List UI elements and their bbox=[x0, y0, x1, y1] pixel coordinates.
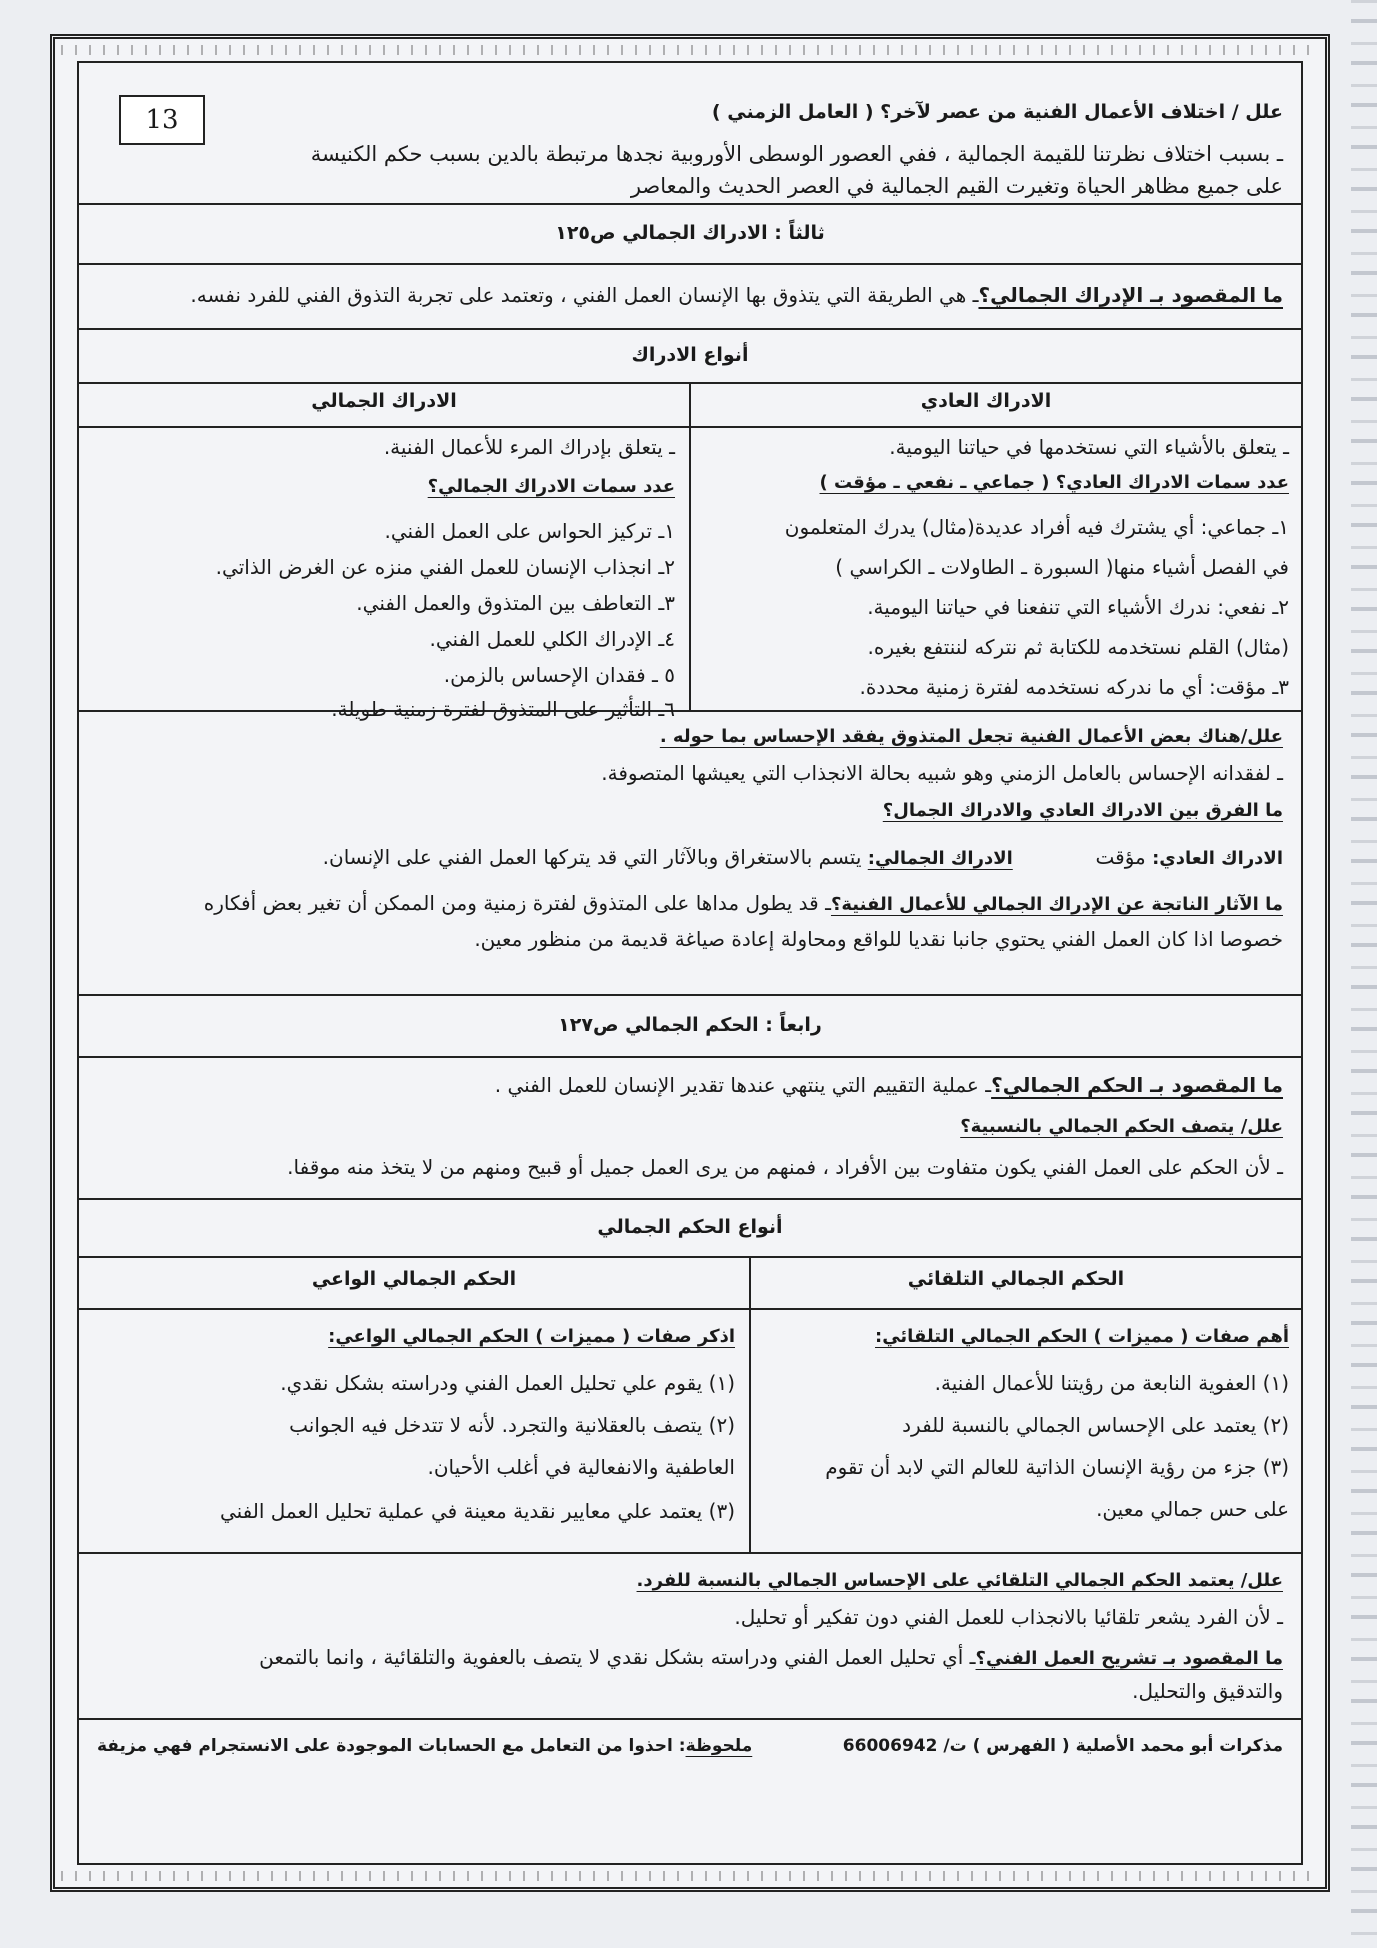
answer-spontaneous-reason: ـ لأن الفرد يشعر تلقائيا بالانجذاب للعمل الفني دون تفكير أو تحليل. bbox=[734, 1605, 1283, 1629]
table-judgment-types bbox=[79, 1256, 1301, 1554]
answer-dissection: ـ أي تحليل العمل الفني ودراسته بشكل نقدي لا يتصف بالعفوية والتلقائية ، وانما بالتمعن bbox=[259, 1645, 976, 1669]
heading-types-perception: أنواع الادراك bbox=[631, 344, 749, 366]
answer-lose-sense: ـ لفقدانه الإحساس بالعامل الزمني وهو شبيه بحالة الانجذاب التي يعيشها المتصوفة. bbox=[601, 761, 1283, 785]
section-cause-artworks bbox=[79, 63, 1301, 205]
list-item: (٣) جزء من رؤية الإنسان الذاتية للعالم التي لابد أن تقوم bbox=[825, 1455, 1289, 1479]
list-item: ٥ ـ فقدان الإحساس بالزمن. bbox=[443, 663, 675, 687]
section-types-perception-heading bbox=[79, 328, 1301, 384]
list-item: (٢) يعتمد على الإحساس الجمالي بالنسبة للفرد bbox=[902, 1413, 1289, 1437]
heading-types-judgment: أنواع الحكم الجمالي bbox=[597, 1216, 783, 1238]
list-item: ٤ـ الإدراك الكلي للعمل الفني. bbox=[429, 627, 675, 651]
list-item: عدد سمات الادراك العادي؟ ( جماعي ـ نفعي ـ مؤقت ) bbox=[819, 472, 1289, 493]
definition-judgment-row bbox=[97, 1070, 1283, 1100]
column-ordinary-perception bbox=[671, 428, 1301, 710]
footer-publisher: مذكرات أبو محمد الأصلية ( الفهرس ) ت/ 66006942 bbox=[842, 1736, 1283, 1756]
table-perception-types bbox=[79, 382, 1301, 721]
question-artworks-difference: علل / اختلاف الأعمال الفنية من عصر لآخر؟ ( العامل الزمني ) bbox=[711, 101, 1283, 123]
question-effects: ما الآثار الناتجة عن الإدراك الجمالي للأعمال الفنية؟ bbox=[830, 894, 1283, 915]
section-heading-perception bbox=[79, 203, 1301, 265]
list-item: ٢ـ انجذاب الإنسان للعمل الفني منزه عن الغرض الذاتي. bbox=[215, 555, 675, 579]
definition-aesthetic-perception bbox=[97, 280, 1283, 310]
section-heading-judgment bbox=[79, 994, 1301, 1058]
section-judgment-definition bbox=[79, 1056, 1301, 1200]
header-aesthetic-perception: الادراك الجمالي bbox=[311, 390, 457, 412]
difference-row bbox=[97, 842, 1283, 874]
column-conscious-judgment bbox=[79, 1310, 747, 1552]
section-definition-perception bbox=[79, 263, 1301, 330]
page-footer bbox=[79, 1723, 1301, 1767]
list-item: ٦ـ التأثير على المتذوق لفترة زمنية طويلة. bbox=[331, 697, 675, 721]
list-item: عدد سمات الادراك الجمالي؟ bbox=[427, 476, 675, 497]
header-ordinary-perception: الادراك العادي bbox=[920, 390, 1052, 412]
page-frame bbox=[50, 34, 1330, 1892]
definition-text: ـ هي الطريقة التي يتذوق بها الإنسان العمل الفني ، وتعتمد على تجربة التذوق الفني للفرد نفسه. bbox=[190, 283, 979, 307]
list-item: ١ـ تركيز الحواس على العمل الفني. bbox=[384, 519, 675, 543]
list-item: (٢) يتصف بالعقلانية والتجرد. لأنه لا تتدخل فيه الجوانب bbox=[289, 1413, 735, 1437]
list-item: (٣) يعتمد علي معايير نقدية معينة في عملية تحليل العمل الفني bbox=[219, 1499, 735, 1523]
diff-aesthetic-label: الادراك الجمالي: bbox=[867, 848, 1013, 869]
column-aesthetic-perception bbox=[79, 428, 687, 721]
list-item: أهم صفات ( مميزات ) الحكم الجمالي التلقائي: bbox=[875, 1326, 1289, 1347]
dissection-row bbox=[97, 1642, 1283, 1674]
list-item: (١) العفوية النابعة من رؤيتنا للأعمال الفنية. bbox=[934, 1371, 1289, 1395]
answer-dissection-cont: والتدقيق والتحليل. bbox=[1132, 1679, 1283, 1703]
effects-row bbox=[97, 888, 1283, 920]
question-difference: ما الفرق بين الادراك العادي والادراك الجمال؟ bbox=[882, 800, 1283, 821]
list-item: العاطفية والانفعالية في أغلب الأحيان. bbox=[427, 1455, 735, 1479]
section-types-judgment-heading bbox=[79, 1198, 1301, 1258]
section-judgment-questions bbox=[79, 1552, 1301, 1720]
question-relativity: علل/ يتصف الحكم الجمالي بالنسبية؟ bbox=[960, 1116, 1283, 1137]
list-item: ٢ـ نفعي: ندرك الأشياء التي تنفعنا في حياتنا اليومية. bbox=[867, 595, 1289, 619]
list-item: ١ـ جماعي: أي يشترك فيه أفراد عديدة(مثال) يدرك المتعلمون bbox=[784, 515, 1289, 539]
answer-effects: ـ قد يطول مداها على المتذوق لفترة زمنية ومن الممكن أن تغير بعض أفكاره bbox=[203, 891, 831, 915]
definition-label: ما المقصود بـ الإدراك الجمالي؟ bbox=[978, 283, 1283, 307]
header-conscious-judgment: الحكم الجمالي الواعي bbox=[311, 1268, 517, 1290]
footer-note-text: : احذوا من التعامل مع الحسابات الموجودة على الانستجرام فهي مزيفة bbox=[97, 1736, 686, 1756]
definition-judgment-label: ما المقصود بـ الحكم الجمالي؟ bbox=[991, 1073, 1283, 1097]
list-item: (مثال) القلم نستخدمه للكتابة ثم نتركه لننتفع بغيره. bbox=[867, 635, 1289, 659]
page-number-box: 13 bbox=[119, 95, 205, 145]
question-spontaneous-reason: علل/ يعتمد الحكم الجمالي التلقائي على الإحساس الجمالي بالنسبة للفرد. bbox=[636, 1570, 1283, 1591]
answer-effects-cont: خصوصا اذا كان العمل الفني يحتوي جانبا نقديا للواقع ومحاولة إعادة صياغة قديمة من منظور معين. bbox=[474, 927, 1283, 951]
question-dissection: ما المقصود بـ تشريح العمل الفني؟ bbox=[975, 1648, 1283, 1669]
list-item: ٣ـ مؤقت: أي ما ندركه نستخدمه لفترة زمنية محددة. bbox=[859, 675, 1289, 699]
answer-relativity: ـ لأن الحكم على العمل الفني يكون متفاوت بين الأفراد ، فمنهم من يرى العمل جميل أو قبيح ومنهم من لا يتخذ منه موقفا. bbox=[287, 1155, 1283, 1179]
list-item: اذكر صفات ( مميزات ) الحكم الجمالي الواعي: bbox=[328, 1326, 735, 1347]
list-item: (١) يقوم علي تحليل العمل الفني ودراسته بشكل نقدي. bbox=[280, 1371, 735, 1395]
page-content bbox=[77, 61, 1303, 1865]
list-item: ٣ـ التعاطف بين المتذوق والعمل الفني. bbox=[356, 591, 675, 615]
list-item: في الفصل أشياء منها( السبورة ـ الطاولات ـ الكراسي ) bbox=[835, 555, 1289, 579]
heading-aesthetic-judgment: رابعاً : الحكم الجمالي ص١٢٧ bbox=[558, 1014, 822, 1036]
footer-note-label: ملحوظة bbox=[685, 1736, 753, 1756]
heading-aesthetic-perception: ثالثاً : الادراك الجمالي ص١٢٥ bbox=[555, 222, 825, 244]
definition-judgment-text: ـ عملية التقييم التي ينتهي عندها تقدير الإنسان للعمل الفني . bbox=[494, 1073, 992, 1097]
diff-ordinary-text: مؤقت bbox=[1095, 845, 1146, 869]
footer-note bbox=[97, 1731, 752, 1761]
answer-line: ـ بسبب اختلاف نظرتنا للقيمة الجمالية ، ففي العصور الوسطى الأوروبية نجدها مرتبطة بالدين بسبب حكم الكنيسة bbox=[310, 142, 1283, 166]
answer-line: على جميع مظاهر الحياة وتغيرت القيم الجمالية في العصر الحديث والمعاصر bbox=[630, 174, 1283, 198]
spiral-binding bbox=[1351, 0, 1377, 1948]
header-spontaneous-judgment: الحكم الجمالي التلقائي bbox=[907, 1268, 1125, 1290]
section-perception-questions bbox=[79, 710, 1301, 996]
column-spontaneous-judgment bbox=[733, 1310, 1301, 1552]
diff-aesthetic-text: يتسم بالاستغراق وبالآثار التي قد يتركها العمل الفني على الإنسان. bbox=[322, 845, 862, 869]
list-item: ـ يتعلق بإدراك المرء للأعمال الفنية. bbox=[383, 435, 675, 459]
list-item: ـ يتعلق بالأشياء التي نستخدمها في حياتنا اليومية. bbox=[889, 435, 1289, 459]
list-item: على حس جمالي معين. bbox=[1096, 1497, 1289, 1521]
diff-ordinary-label: الادراك العادي: bbox=[1152, 848, 1283, 869]
question-lose-sense: علل/هناك بعض الأعمال الفنية تجعل المتذوق يفقد الإحساس بما حوله . bbox=[659, 726, 1283, 747]
